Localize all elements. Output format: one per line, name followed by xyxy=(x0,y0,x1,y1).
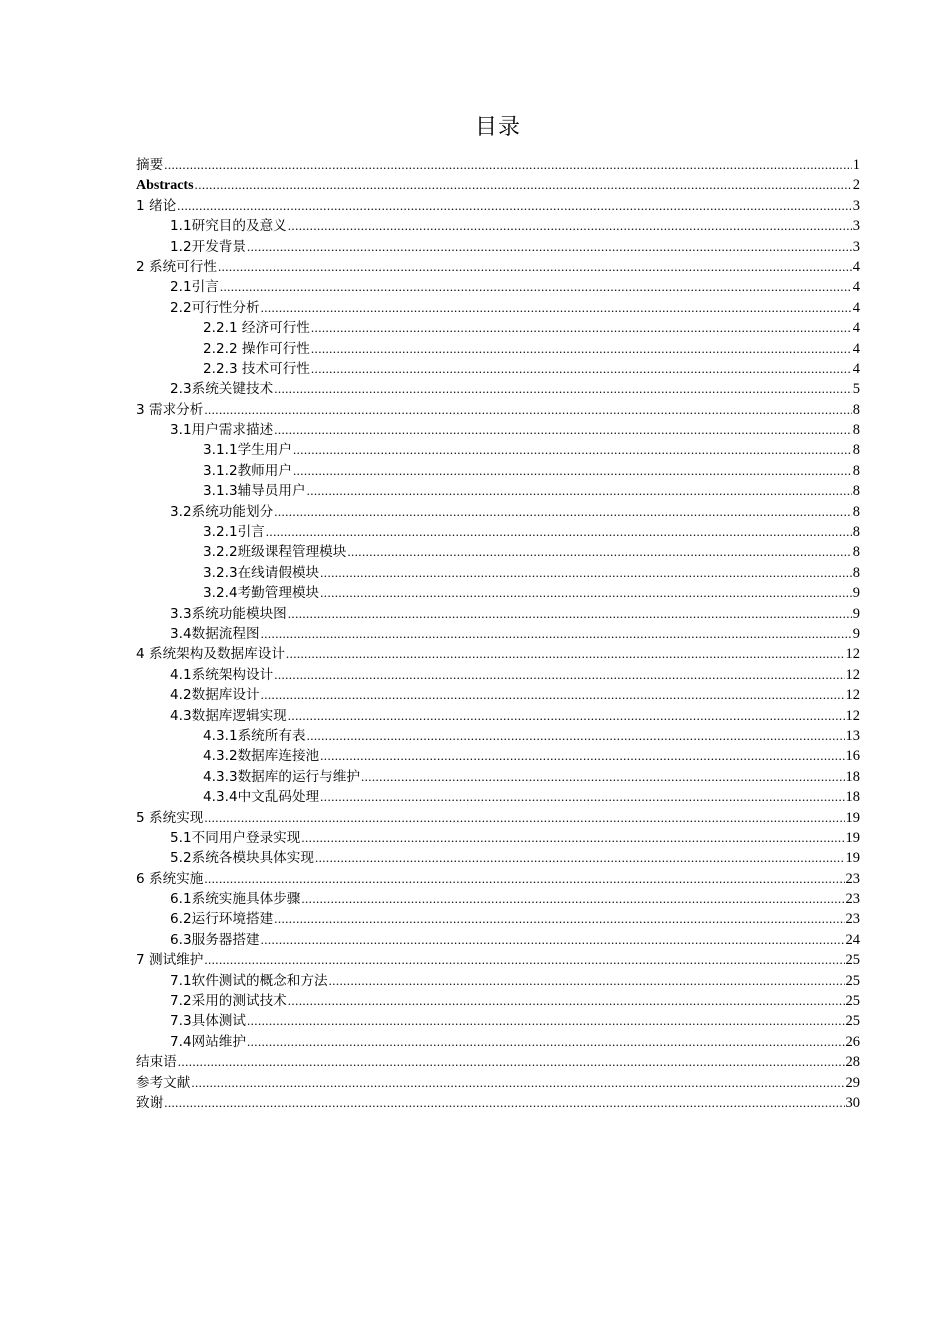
toc-entry[interactable] xyxy=(136,257,860,277)
toc-entry-page-number: 23 xyxy=(845,870,860,887)
toc-entry-page-number: 8 xyxy=(852,564,860,581)
toc-entry-label: 6.2运行环境搭建 xyxy=(170,911,274,928)
toc-dot-leader xyxy=(286,644,845,664)
toc-entry-label: 2.1引言 xyxy=(170,279,219,296)
toc-entry-page-number: 8 xyxy=(852,442,860,459)
toc-dot-leader xyxy=(247,1011,845,1031)
toc-entry-label: 3.1.1学生用户 xyxy=(203,442,292,459)
toc-entry-page-number: 19 xyxy=(845,829,860,846)
toc-entry-page-number: 3 xyxy=(852,197,860,214)
toc-entry-page-number: 4 xyxy=(852,360,860,377)
toc-entry-label: Abstracts xyxy=(136,178,194,194)
toc-dot-leader xyxy=(320,563,852,583)
toc-entry-label: 3.2系统功能划分 xyxy=(170,503,274,520)
toc-entry-page-number: 25 xyxy=(845,972,860,989)
toc-entry[interactable] xyxy=(136,461,860,481)
toc-dot-leader xyxy=(288,604,852,624)
toc-entry[interactable] xyxy=(136,869,860,889)
toc-entry-label: 6.1系统实施具体步骤 xyxy=(170,891,301,908)
toc-entry[interactable] xyxy=(136,420,860,440)
toc-dot-leader xyxy=(164,155,852,175)
toc-entry-page-number: 29 xyxy=(845,1074,860,1091)
toc-dot-leader xyxy=(288,706,845,726)
toc-entry-label: 4.1系统架构设计 xyxy=(170,666,274,683)
toc-entry-label: 7.3具体测试 xyxy=(170,1013,246,1030)
toc-entry-page-number: 8 xyxy=(852,524,860,541)
toc-entry-page-number: 3 xyxy=(852,238,860,255)
toc-entry-page-number: 18 xyxy=(845,768,860,785)
toc-entry[interactable] xyxy=(136,563,860,583)
toc-entry-page-number: 26 xyxy=(845,1033,860,1050)
toc-dot-leader xyxy=(311,339,852,359)
toc-entry[interactable] xyxy=(136,318,860,338)
toc-entry-label: 2.3系统关键技术 xyxy=(170,381,274,398)
toc-entry[interactable] xyxy=(136,950,860,970)
toc-dot-leader xyxy=(288,216,852,236)
toc-entry[interactable] xyxy=(136,624,860,644)
toc-entry[interactable] xyxy=(136,277,860,297)
toc-entry[interactable] xyxy=(136,1011,860,1031)
toc-entry-page-number: 8 xyxy=(852,483,860,500)
toc-entry[interactable] xyxy=(136,481,860,501)
toc-entry-label: 1 绪论 xyxy=(136,197,177,214)
toc-dot-leader xyxy=(195,175,852,195)
toc-entry[interactable] xyxy=(136,379,860,399)
toc-entry-page-number: 8 xyxy=(852,401,860,418)
toc-dot-leader xyxy=(311,318,852,338)
toc-entry[interactable] xyxy=(136,604,860,624)
toc-entry[interactable] xyxy=(136,644,860,664)
toc-entry-label: 3.3系统功能模块图 xyxy=(170,605,287,622)
toc-entry-page-number: 4 xyxy=(852,279,860,296)
toc-entry-label: 3.1.2教师用户 xyxy=(203,462,292,479)
toc-dot-leader xyxy=(261,624,852,644)
toc-entry-page-number: 23 xyxy=(845,911,860,928)
toc-entry-page-number: 28 xyxy=(845,1054,860,1071)
toc-entry-page-number: 12 xyxy=(845,646,860,663)
toc-dot-leader xyxy=(266,522,852,542)
toc-dot-leader xyxy=(320,787,844,807)
toc-dot-leader xyxy=(204,400,851,420)
toc-entry-page-number: 12 xyxy=(845,687,860,704)
toc-entry[interactable] xyxy=(136,746,860,766)
toc-entry-page-number: 4 xyxy=(852,320,860,337)
toc-entry-label: 2.2.1 经济可行性 xyxy=(203,320,310,337)
toc-dot-leader xyxy=(204,950,844,970)
toc-entry-page-number: 4 xyxy=(852,340,860,357)
toc-entry-page-number: 9 xyxy=(852,605,860,622)
toc-entry-label: 4.3数据库逻辑实现 xyxy=(170,707,287,724)
toc-entry-label: 7 测试维护 xyxy=(136,952,204,969)
toc-entry-label: 5.1不同用户登录实现 xyxy=(170,829,301,846)
toc-dot-leader xyxy=(301,889,844,909)
toc-entry-page-number: 19 xyxy=(845,850,860,867)
toc-entry-label: 5.2系统各模块具体实现 xyxy=(170,850,314,867)
toc-dot-leader xyxy=(220,277,852,297)
toc-dot-leader xyxy=(293,440,852,460)
toc-entry-page-number: 2 xyxy=(852,177,860,194)
toc-entry-label: 2.2可行性分析 xyxy=(170,299,260,316)
toc-entry-label: 3.1.3辅导员用户 xyxy=(203,483,306,500)
toc-entry-label: 致谢 xyxy=(136,1094,164,1111)
toc-entry-label: 3.2.4考勤管理模块 xyxy=(203,585,320,602)
toc-entry-label: 4.3.2数据库连接池 xyxy=(203,748,320,765)
toc-entry-page-number: 8 xyxy=(852,503,860,520)
toc-entry-page-number: 3 xyxy=(852,218,860,235)
toc-dot-leader xyxy=(178,1052,845,1072)
toc-entry[interactable] xyxy=(136,175,860,195)
toc-dot-leader xyxy=(274,665,844,685)
toc-entry[interactable] xyxy=(136,216,860,236)
toc-dot-leader xyxy=(274,909,844,929)
table-of-contents xyxy=(136,155,860,1113)
toc-dot-leader xyxy=(191,1073,844,1093)
toc-entry[interactable] xyxy=(136,1093,860,1113)
toc-dot-leader xyxy=(320,583,852,603)
toc-dot-leader xyxy=(307,481,852,501)
toc-entry-page-number: 16 xyxy=(845,748,860,765)
toc-dot-leader xyxy=(164,1093,844,1113)
toc-entry-label: 3 需求分析 xyxy=(136,401,204,418)
toc-dot-leader xyxy=(347,542,851,562)
toc-entry[interactable] xyxy=(136,339,860,359)
toc-dot-leader xyxy=(247,1032,845,1052)
toc-entry-page-number: 30 xyxy=(845,1094,860,1111)
toc-entry-label: 3.2.1引言 xyxy=(203,524,265,541)
toc-entry-label: 7.1软件测试的概念和方法 xyxy=(170,972,328,989)
toc-entry-label: 4 系统架构及数据库设计 xyxy=(136,646,285,663)
toc-entry-page-number: 8 xyxy=(852,422,860,439)
page-title: 目录 xyxy=(474,115,521,140)
toc-entry[interactable] xyxy=(136,237,860,257)
toc-entry-label: 6 系统实施 xyxy=(136,870,204,887)
toc-dot-leader xyxy=(307,726,845,746)
toc-dot-leader xyxy=(293,461,852,481)
toc-entry-page-number: 23 xyxy=(845,891,860,908)
toc-entry-page-number: 12 xyxy=(845,666,860,683)
toc-entry[interactable] xyxy=(136,440,860,460)
toc-entry[interactable] xyxy=(136,196,860,216)
toc-entry-label: 2.2.3 技术可行性 xyxy=(203,360,310,377)
toc-entry-label: 1.2开发背景 xyxy=(170,238,246,255)
toc-dot-leader xyxy=(204,869,844,889)
toc-dot-leader xyxy=(274,502,852,522)
toc-entry-label: 3.4数据流程图 xyxy=(170,625,260,642)
toc-entry-label: 7.4网站维护 xyxy=(170,1033,246,1050)
toc-entry[interactable] xyxy=(136,400,860,420)
toc-entry[interactable] xyxy=(136,787,860,807)
toc-entry-page-number: 24 xyxy=(845,931,860,948)
toc-entry-page-number: 5 xyxy=(852,381,860,398)
toc-entry[interactable] xyxy=(136,930,860,950)
toc-entry[interactable] xyxy=(136,502,860,522)
toc-entry[interactable] xyxy=(136,1032,860,1052)
toc-dot-leader xyxy=(301,828,844,848)
toc-dot-leader xyxy=(247,237,852,257)
toc-dot-leader xyxy=(315,848,845,868)
toc-entry-page-number: 19 xyxy=(845,809,860,826)
toc-entry-label: 6.3服务器搭建 xyxy=(170,931,260,948)
toc-entry-label: 5 系统实现 xyxy=(136,809,204,826)
toc-entry-label: 参考文献 xyxy=(136,1074,191,1091)
toc-entry-page-number: 13 xyxy=(845,727,860,744)
toc-entry[interactable] xyxy=(136,298,860,318)
toc-entry[interactable] xyxy=(136,971,860,991)
toc-entry-page-number: 8 xyxy=(852,544,860,561)
toc-entry[interactable] xyxy=(136,155,860,175)
toc-dot-leader xyxy=(177,196,852,216)
toc-entry-page-number: 4 xyxy=(852,258,860,275)
toc-entry-label: 2 系统可行性 xyxy=(136,258,217,275)
toc-entry-label: 3.2.2班级课程管理模块 xyxy=(203,544,347,561)
toc-entry[interactable] xyxy=(136,522,860,542)
toc-dot-leader xyxy=(329,971,845,991)
toc-entry-page-number: 18 xyxy=(845,789,860,806)
toc-entry[interactable] xyxy=(136,1052,860,1072)
toc-entry-page-number: 25 xyxy=(845,952,860,969)
toc-entry-label: 3.2.3在线请假模块 xyxy=(203,564,320,581)
toc-entry-page-number: 8 xyxy=(852,462,860,479)
toc-entry[interactable] xyxy=(136,685,860,705)
toc-entry[interactable] xyxy=(136,1073,860,1093)
toc-entry-label: 4.3.4中文乱码处理 xyxy=(203,789,320,806)
toc-entry[interactable] xyxy=(136,706,860,726)
toc-entry[interactable] xyxy=(136,808,860,828)
toc-entry[interactable] xyxy=(136,889,860,909)
toc-dot-leader xyxy=(261,685,845,705)
toc-entry[interactable] xyxy=(136,583,860,603)
toc-dot-leader xyxy=(288,991,845,1011)
toc-entry-page-number: 4 xyxy=(852,299,860,316)
toc-entry-page-number: 9 xyxy=(852,625,860,642)
toc-dot-leader xyxy=(361,767,845,787)
toc-entry-page-number: 12 xyxy=(845,707,860,724)
toc-entry-label: 2.2.2 操作可行性 xyxy=(203,340,310,357)
toc-entry[interactable] xyxy=(136,828,860,848)
toc-entry[interactable] xyxy=(136,359,860,379)
toc-entry-label: 7.2采用的测试技术 xyxy=(170,993,287,1010)
toc-entry-page-number: 25 xyxy=(845,993,860,1010)
toc-dot-leader xyxy=(311,359,852,379)
toc-entry[interactable] xyxy=(136,848,860,868)
toc-entry[interactable] xyxy=(136,909,860,929)
toc-entry[interactable] xyxy=(136,726,860,746)
toc-dot-leader xyxy=(274,420,852,440)
toc-entry-label: 4.3.1系统所有表 xyxy=(203,727,306,744)
toc-entry-page-number: 25 xyxy=(845,1013,860,1030)
toc-entry[interactable] xyxy=(136,542,860,562)
toc-dot-leader xyxy=(320,746,844,766)
toc-dot-leader xyxy=(274,379,852,399)
toc-entry[interactable] xyxy=(136,767,860,787)
toc-entry-page-number: 1 xyxy=(852,157,860,173)
toc-entry-label: 1.1研究目的及意义 xyxy=(170,218,287,235)
toc-entry-label: 摘要 xyxy=(136,157,164,173)
toc-entry-label: 3.1用户需求描述 xyxy=(170,422,274,439)
toc-dot-leader xyxy=(218,257,852,277)
toc-entry-label: 4.3.3数据库的运行与维护 xyxy=(203,768,360,785)
toc-entry[interactable] xyxy=(136,665,860,685)
toc-entry-label: 结束语 xyxy=(136,1054,177,1071)
toc-entry[interactable] xyxy=(136,991,860,1011)
toc-dot-leader xyxy=(261,930,845,950)
toc-entry-label: 4.2数据库设计 xyxy=(170,687,260,704)
toc-dot-leader xyxy=(204,808,844,828)
toc-entry-page-number: 9 xyxy=(852,585,860,602)
toc-dot-leader xyxy=(261,298,852,318)
